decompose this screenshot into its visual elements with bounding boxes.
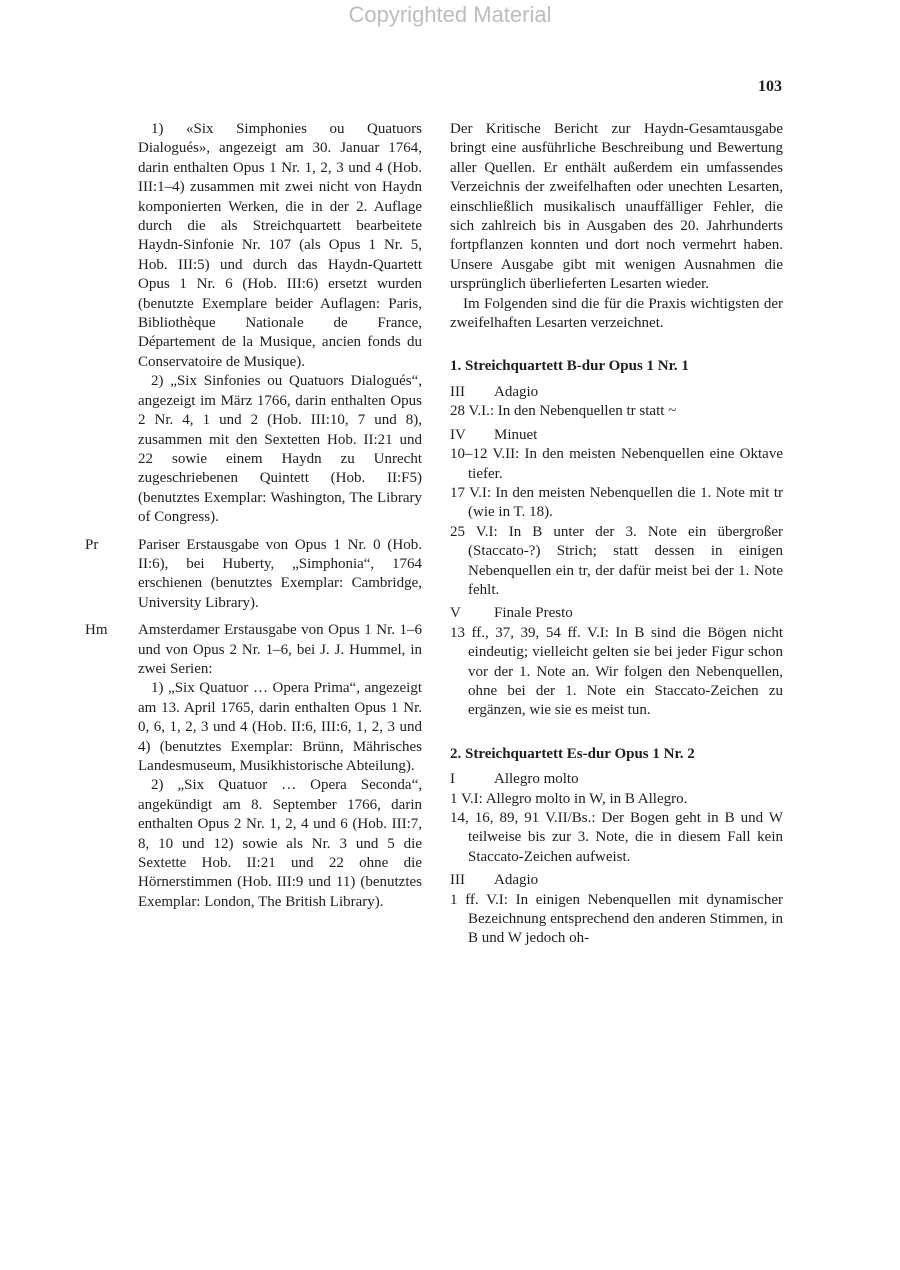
variant-note: 14, 16, 89, 91 V.II/Bs.: Der Bogen geht in B und W teilweise bis zur 3. Note, die in diesem Fall kein Staccato-Zeichen aufweist. — [450, 810, 783, 865]
movement-name: Minuet — [494, 426, 538, 443]
hm-series-1: 1) „Six Quatuor … Opera Prima“, angezeigt am 13. April 1765, darin enthalten Opus 1 Nr. 0, 6, 1, 2, 3 und 4 (Hob. II:6, III:6, 1, 2, 3 und 4) (benutztes Exemplar: Brünn, Mährisches Landesmuseum, Musikhistorische Abteilung). — [138, 680, 422, 774]
movement-heading — [450, 770, 783, 789]
movement-number: III — [450, 872, 465, 889]
section-title-quartet-2: 2. Streichquartett Es-dur Opus 1 Nr. 2 — [450, 745, 695, 762]
movement-number: V — [450, 605, 461, 622]
source-entry-pr — [85, 536, 422, 614]
siglum-pr: Pr — [85, 536, 99, 553]
variant-note: 1 ff. V.I: In einigen Nebenquellen mit dynamischer Bezeichnung entsprechend den anderen Stimmen, in B und W jedoch oh- — [450, 891, 783, 947]
siglum-hm: Hm — [85, 622, 108, 639]
intro-paragraph-1: Der Kritische Bericht zur Haydn-Gesamtausgabe bringt eine ausführliche Beschreibung und Bewertung aller Quellen. Er enthält außerdem ein umfassendes Verzeichnis der zweifelhaften oder unechten Lesarten, einschließlich musikalisch unauffälliger Fehler, die sich zahlreich bis in Ausgaben des 20. Jahrhunderts fortpflanzen konnten und dort noch vermehrt haben. Unsere Ausgabe gibt mit wenigen Ausnahmen die ursprünglich überlieferten Lesarten wieder. — [450, 121, 783, 293]
movement-name: Adagio — [494, 383, 539, 400]
movement-heading — [450, 604, 783, 623]
source-description-pr: Pariser Erstausgabe von Opus 1 Nr. 0 (Hob. II:6), bei Huberty, „Simphonia“, 1764 erschienen (benutztes Exemplar: Cambridge, University Library). — [138, 536, 422, 611]
movement-name: Finale Presto — [494, 605, 573, 622]
variant-note: 10–12 V.II: In den meisten Nebenquellen eine Oktave tiefer. — [450, 446, 783, 482]
copyright-watermark: Copyrighted Material — [348, 2, 552, 27]
b-series-1: 1) «Six Simphonies ou Quatuors Dialogués», angezeigt am 30. Januar 1764, darin enthalten Opus 1 Nr. 1, 2, 3 und 4 (Hob. III:1–4) zusammen mit zwei nicht von Haydn komponierten Werken, die in der 2. Auflage durch die als Streichquartett bearbeitete Haydn-Sinfonie Nr. 107 (als Opus 1 Nr. 5, Hob. III:5) und durch das Haydn-Quartett Opus 1 Nr. 6 (Hob. III:6) ersetzt wurden (benutzte Exemplare beider Auflagen: Paris, Bibliothèque Nationale de France, Département de la Musique, ancien fonds du Conservatoire de Musique). — [138, 121, 422, 370]
b-series-2: 2) „Six Sinfonies ou Quatuors Dialogués“, angezeigt im März 1766, darin enthalten Opus 2 Nr. 4, 1 und 2 (Hob. III:10, 7 und 8), zusammen mit den Sextetten Hob. II:21 und 22 sowie einem Haydn zu Unrecht zugeschriebenen Quintett (Hob. II:F5) (benutztes Exemplar: Washington, The Library of Congress). — [138, 373, 422, 526]
variant-note: 25 V.I: In B unter der 3. Note ein übergroßer (Staccato-?) Strich; statt dessen in einigen Nebenquellen ein tr, der dafür meist bei der 1. Note fehlt. — [450, 523, 783, 598]
variant-note: 17 V.I: In den meisten Nebenquellen die 1. Note mit tr (wie in T. 18). — [450, 484, 783, 521]
left-column — [85, 120, 422, 912]
section-title-quartet-1: 1. Streichquartett B-dur Opus 1 Nr. 1 — [450, 358, 689, 375]
variant-note: 1 V.I: Allegro molto in W, in B Allegro. — [450, 790, 688, 807]
source-description-hm: Amsterdamer Erstausgabe von Opus 1 Nr. 1–6 und von Opus 2 Nr. 1–6, bei J. J. Hummel, in zwei Serien: — [138, 622, 422, 677]
intro-paragraph-2: Im Folgenden sind die für die Praxis wichtigsten der zweifelhaften Lesarten verzeichnet. — [450, 295, 783, 332]
movement-number: IV — [450, 426, 466, 443]
source-entry-hm — [85, 621, 422, 679]
hm-series-2: 2) „Six Quatuor … Opera Seconda“, angekündigt am 8. September 1766, darin enthalten Opus 2 Nr. 1, 2, 4 und 6 (Hob. III:7, 8, 10 und 12) sowie als Nr. 3 und 5 die Sextette Hob. II:21 und 22 ohne die Hörnerstimmen (Hob. III:9 und 11) (benutztes Exemplar: London, The British Library). — [138, 777, 422, 910]
variant-note: 28 V.I.: In den Nebenquellen tr statt ~ — [450, 403, 677, 420]
variant-note: 13 ff., 37, 39, 54 ff. V.I: In B sind die Bögen nicht eindeutig; vielleicht gelten sie bei jeder Figur schon vor der 1. Note an. Wir folgen den Nebenquellen, ohne bei der 1. Note ein Staccato-Zeichen zu ergänzen, wie sie es meist tun. — [450, 624, 783, 719]
right-column — [450, 120, 783, 949]
movement-number: I — [450, 771, 455, 788]
movement-name: Allegro molto — [494, 771, 579, 788]
movement-heading — [450, 426, 783, 445]
movement-name: Adagio — [494, 872, 539, 889]
movement-heading — [450, 871, 783, 890]
movement-heading — [450, 383, 783, 402]
movement-number: III — [450, 383, 465, 400]
page-number: 103 — [758, 78, 782, 95]
